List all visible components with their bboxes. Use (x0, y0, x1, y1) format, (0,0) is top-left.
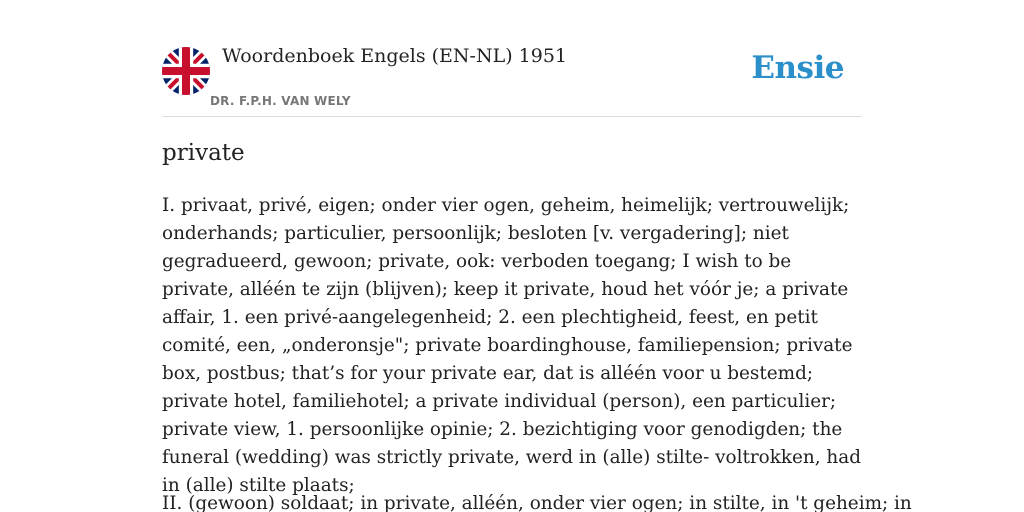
uk-flag-icon (162, 47, 210, 95)
definition-paragraph: II. (gewoon) soldaat; in private, alléén, onder vier ogen; in stilte, in 't geheim; in (162, 493, 912, 512)
dictionary-header (162, 0, 862, 117)
entry-headword: private (162, 140, 245, 166)
ensie-logo-link[interactable]: Ensie (751, 50, 844, 86)
definition-paragraph: I. privaat, privé, eigen; onder vier ogen, geheim, heimelijk; vertrouwelijk; onderhands; particulier, persoonlijk; besloten [v. vergadering]; niet gegradueerd, gewoon; private, ook: verboden toegang; I wish to be private, alléén te zijn (blijven); keep it private, houd het vóór je; a private affair, 1. een privé-aangelegenheid; 2. een plechtigheid, feest, en petit comité, een, „onderonsje"; private boardinghouse, familiepension; private box, postbus; that’s for your private ear, dat is alléén voor u bestemd; private hotel, familiehotel; a private individual (person), een particulier; private view, 1. persoonlijke opinie; 2. bezichtiging voor genodigden; the funeral (wedding) was strictly private, werd in (alle) stilte- voltrokken, had in (alle) stilte plaats; (162, 195, 862, 496)
page-container (162, 0, 912, 512)
dictionary-title[interactable]: Woordenboek Engels (EN-NL) 1951 (222, 45, 567, 67)
dictionary-author: DR. F.P.H. VAN WELY (210, 94, 351, 108)
